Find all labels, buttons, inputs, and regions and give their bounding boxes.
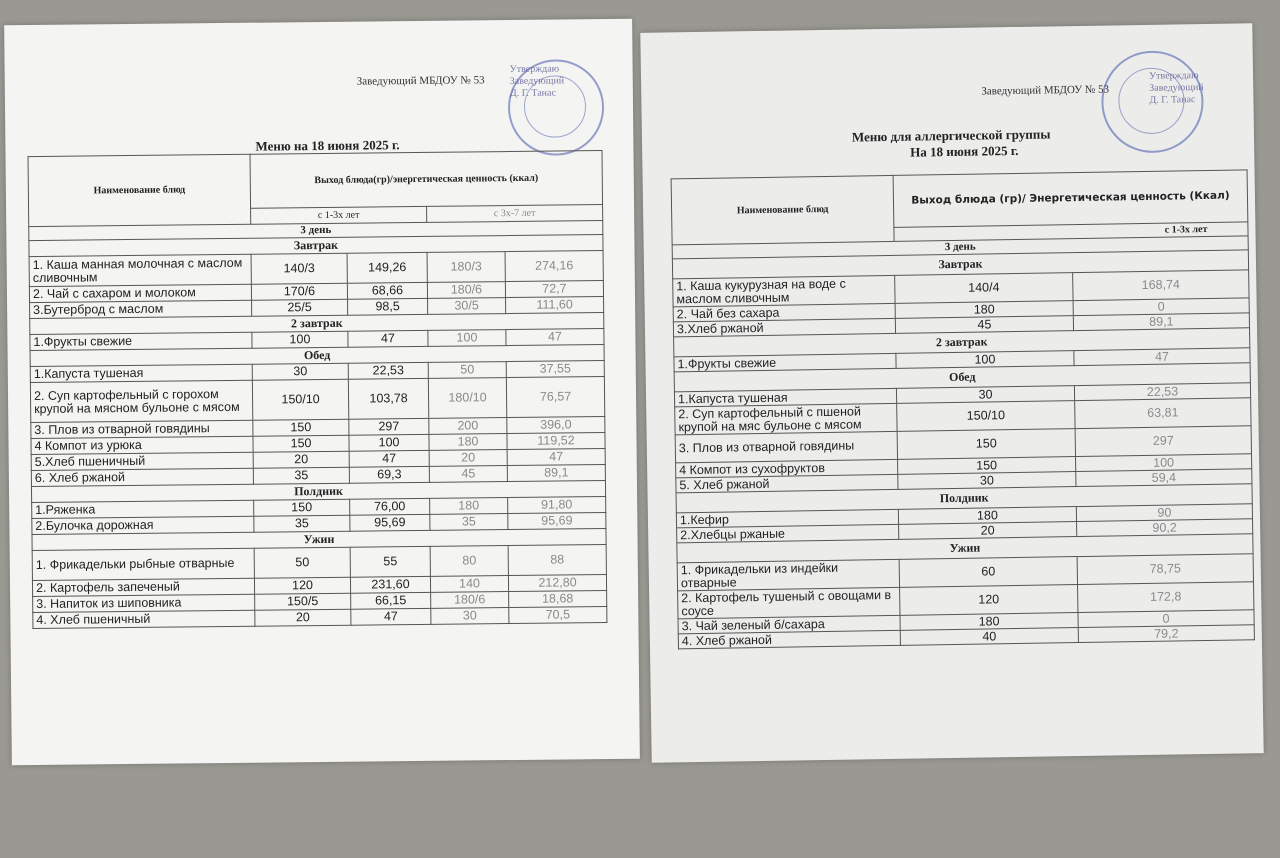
portion-1-3: 30 (896, 386, 1074, 404)
kcal-1-3: 89,1 (1073, 313, 1249, 331)
kcal-1-3: 168,74 (1073, 270, 1249, 301)
kcal-3-7: 88 (508, 545, 606, 576)
kcal-3-7: 72,7 (505, 281, 603, 298)
portion-3-7: 30 (431, 608, 509, 625)
kcal-1-3: 76,00 (350, 498, 430, 515)
portion-1-3: 100 (252, 331, 348, 348)
kcal-1-3: 68,66 (347, 282, 427, 299)
kcal-1-3: 98,5 (348, 298, 428, 315)
portion-3-7: 200 (429, 418, 507, 435)
approval-line: Утверждаю (509, 63, 560, 76)
menu-date: На 18 июня 2025 г. (910, 142, 1019, 160)
section-title: 2 завтрак (674, 328, 1250, 357)
portion-3-7: 180/10 (428, 378, 506, 419)
portion-1-3: 150 (253, 435, 349, 452)
portion-1-3: 150/10 (252, 379, 348, 420)
dish-name: 1.Капуста тушеная (674, 388, 896, 406)
section-title: Обед (674, 363, 1250, 392)
portion-1-3: 150 (253, 419, 349, 436)
kcal-1-3: 59,4 (1076, 469, 1252, 487)
portion-1-3: 150/5 (255, 593, 351, 610)
portion-3-7: 100 (428, 330, 506, 347)
director-header: Заведующий МБДОУ № 53 (981, 83, 1110, 98)
kcal-1-3: 47 (349, 450, 429, 467)
portion-3-7: 50 (428, 362, 506, 379)
kcal-1-3: 100 (1076, 454, 1252, 472)
portion-3-7: 180 (430, 498, 508, 515)
kcal-3-7: 396,0 (507, 417, 605, 434)
dish-name: 2. Картофель тушеный с овощами в соусе (678, 587, 900, 618)
dish-name: 2. Картофель запеченый (32, 578, 254, 596)
kcal-3-7: 70,5 (509, 607, 607, 624)
kcal-1-3: 172,8 (1078, 582, 1254, 613)
section-title: Завтрак (672, 250, 1248, 279)
kcal-1-3: 149,26 (347, 252, 427, 283)
portion-1-3: 60 (899, 557, 1077, 588)
table-row (30, 377, 604, 423)
section-title: Обед (30, 345, 604, 367)
approval-line: Заведующий (1149, 82, 1204, 94)
portion-1-3: 140/4 (895, 273, 1073, 304)
stamp-seal (1101, 50, 1205, 154)
portion-1-3: 20 (255, 609, 351, 626)
portion-1-3: 150 (897, 429, 1075, 460)
kcal-1-3: 90 (1076, 504, 1252, 522)
dish-name: 2. Суп картофельный с горохом крупой на мясном бульоне с мясом (30, 380, 252, 422)
director-header: Заведующий МБДОУ № 53 (356, 74, 485, 88)
portion-1-3: 30 (252, 363, 348, 380)
kcal-3-7: 119,52 (507, 433, 605, 450)
portion-1-3: 170/6 (251, 283, 347, 300)
dish-name: 3. Чай зеленый б/сахара (678, 615, 900, 633)
approval-line: Утверждаю (1148, 70, 1199, 82)
dish-name: 3.Бутерброд с маслом (30, 300, 252, 318)
col-age1-header: с 1-3х лет (251, 206, 427, 224)
kcal-1-3: 297 (1075, 426, 1251, 457)
day-label: 3 день (29, 221, 603, 241)
dish-name: 1.Ряженка (32, 500, 254, 518)
approval-line: Заведующий (509, 75, 565, 88)
section-title: Полдник (676, 484, 1252, 513)
portion-3-7: 35 (430, 514, 508, 531)
kcal-3-7: 47 (507, 449, 605, 466)
dish-name: 2. Чай с сахаром и молоком (29, 284, 251, 302)
menu-title: Меню на 18 июня 2025 г. (255, 137, 400, 154)
dish-name: 2.Булочка дорожная (32, 516, 254, 534)
dish-name: 2.Хлебцы ржаные (677, 524, 899, 542)
kcal-3-7: 37,55 (506, 361, 604, 378)
portion-1-3: 40 (900, 628, 1078, 646)
kcal-1-3: 0 (1073, 298, 1249, 316)
portion-3-7: 45 (429, 466, 507, 483)
right-page (640, 23, 1263, 763)
menu-title: Меню для аллергической группы (851, 126, 1051, 145)
dish-name: 1.Кефир (676, 509, 898, 527)
portion-1-3: 180 (900, 613, 1078, 631)
dish-name: 1.Фрукты свежие (30, 332, 252, 350)
portion-1-3: 180 (898, 507, 1076, 525)
col-age1-header: с 1-3х лет (894, 222, 1248, 242)
portion-1-3: 100 (896, 351, 1074, 369)
section-title: Полдник (31, 481, 605, 503)
dish-name: 1. Фрикадельки из индейки отварные (677, 559, 899, 590)
dish-name: 4 Компот из сухофруктов (676, 459, 898, 477)
portion-1-3: 120 (254, 577, 350, 594)
portion-1-3: 35 (253, 467, 349, 484)
dish-name: 1.Капуста тушеная (30, 364, 252, 382)
kcal-1-3: 100 (349, 434, 429, 451)
dish-name: 2. Чай без сахара (673, 303, 895, 321)
dish-name: 1.Фрукты свежие (674, 353, 896, 371)
kcal-1-3: 22,53 (1074, 383, 1250, 401)
portion-3-7: 180/6 (427, 282, 505, 299)
portion-1-3: 150/10 (897, 401, 1075, 432)
kcal-1-3: 47 (348, 330, 428, 347)
approval-line: Д. Г. Танас (1149, 94, 1196, 106)
portion-1-3: 120 (900, 585, 1078, 616)
col-output-header: Выход блюда (гр)/ Энергетическая ценность (Ккал) (893, 170, 1248, 228)
kcal-1-3: 103,78 (348, 378, 428, 419)
kcal-1-3: 63,81 (1075, 398, 1251, 429)
kcal-1-3: 231,60 (350, 576, 430, 593)
portion-1-3: 30 (898, 472, 1076, 490)
section-title: 2 завтрак (30, 313, 604, 335)
dish-name: 4 Компот из урюка (31, 436, 253, 454)
kcal-1-3: 47 (351, 608, 431, 625)
kcal-1-3: 47 (1074, 348, 1250, 366)
portion-1-3: 140/3 (251, 253, 347, 284)
allergy-menu-table (671, 169, 1255, 649)
kcal-1-3: 79,2 (1078, 625, 1254, 643)
kcal-3-7: 47 (506, 329, 604, 346)
portion-1-3: 20 (253, 451, 349, 468)
kcal-3-7: 212,80 (508, 575, 606, 592)
kcal-3-7: 95,69 (508, 513, 606, 530)
col-name-header: Наименование блюд (28, 154, 251, 226)
approval-line: Д. Г. Танас (509, 87, 556, 100)
kcal-3-7: 274,16 (505, 251, 603, 282)
kcal-1-3: 0 (1078, 610, 1254, 628)
portion-1-3: 180 (895, 301, 1073, 319)
portion-1-3: 35 (254, 515, 350, 532)
portion-3-7: 180 (429, 434, 507, 451)
portion-3-7: 20 (429, 450, 507, 467)
stamp-seal (508, 59, 605, 156)
section-title: Ужин (32, 529, 606, 551)
menu-table (28, 150, 608, 629)
dish-name: 6. Хлеб ржаной (31, 468, 253, 486)
dish-name: 5. Хлеб ржаной (676, 474, 898, 492)
kcal-1-3: 66,15 (351, 592, 431, 609)
dish-name: 1. Каша кукурузная на воде с маслом сливочным (673, 275, 895, 306)
dish-name: 5.Хлеб пшеничный (31, 452, 253, 470)
dish-name: 1. Фрикадельки рыбные отварные (32, 548, 254, 580)
kcal-1-3: 69,3 (349, 466, 429, 483)
portion-3-7: 30/5 (428, 298, 506, 315)
dish-name: 3. Напиток из шиповника (33, 594, 255, 612)
portion-1-3: 150 (898, 457, 1076, 475)
portion-1-3: 150 (254, 499, 350, 516)
dish-name: 3. Плов из отварной говядины (675, 431, 897, 462)
left-page (4, 19, 640, 766)
kcal-1-3: 78,75 (1077, 554, 1253, 585)
portion-1-3: 50 (254, 547, 350, 578)
kcal-3-7: 89,1 (507, 465, 605, 482)
kcal-3-7: 18,68 (509, 591, 607, 608)
col-output-header: Выход блюда(гр)/энергетическая ценность (ккал) (250, 151, 603, 209)
section-title: Завтрак (29, 235, 603, 257)
kcal-3-7: 111,60 (506, 297, 604, 314)
col-age2-header: с 3х-7 лет (427, 205, 603, 223)
dish-name: 4. Хлеб ржаной (678, 630, 900, 648)
kcal-3-7: 76,57 (506, 377, 604, 418)
portion-3-7: 80 (430, 546, 508, 577)
portion-1-3: 45 (895, 316, 1073, 334)
kcal-1-3: 297 (349, 418, 429, 435)
portion-1-3: 25/5 (252, 299, 348, 316)
portion-3-7: 180/3 (427, 252, 505, 283)
kcal-1-3: 22,53 (348, 362, 428, 379)
dish-name: 2. Суп картофельный с пшеной крупой на мяс бульоне с мясом (675, 403, 897, 434)
dish-name: 1. Каша манная молочная с маслом сливочным (29, 254, 251, 286)
kcal-3-7: 91,80 (508, 497, 606, 514)
col-name-header: Наименование блюд (671, 175, 894, 244)
dish-name: 4. Хлеб пшеничный (33, 610, 255, 628)
section-title: Ужин (677, 534, 1253, 563)
kcal-1-3: 55 (350, 546, 430, 577)
portion-3-7: 140 (430, 576, 508, 593)
portion-3-7: 180/6 (431, 592, 509, 609)
kcal-1-3: 95,69 (350, 514, 430, 531)
kcal-1-3: 90,2 (1077, 519, 1253, 537)
dish-name: 3. Плов из отварной говядины (31, 420, 253, 438)
day-label: 3 день (672, 236, 1248, 259)
dish-name: 3.Хлеб ржаной (673, 318, 895, 336)
portion-1-3: 20 (899, 522, 1077, 540)
